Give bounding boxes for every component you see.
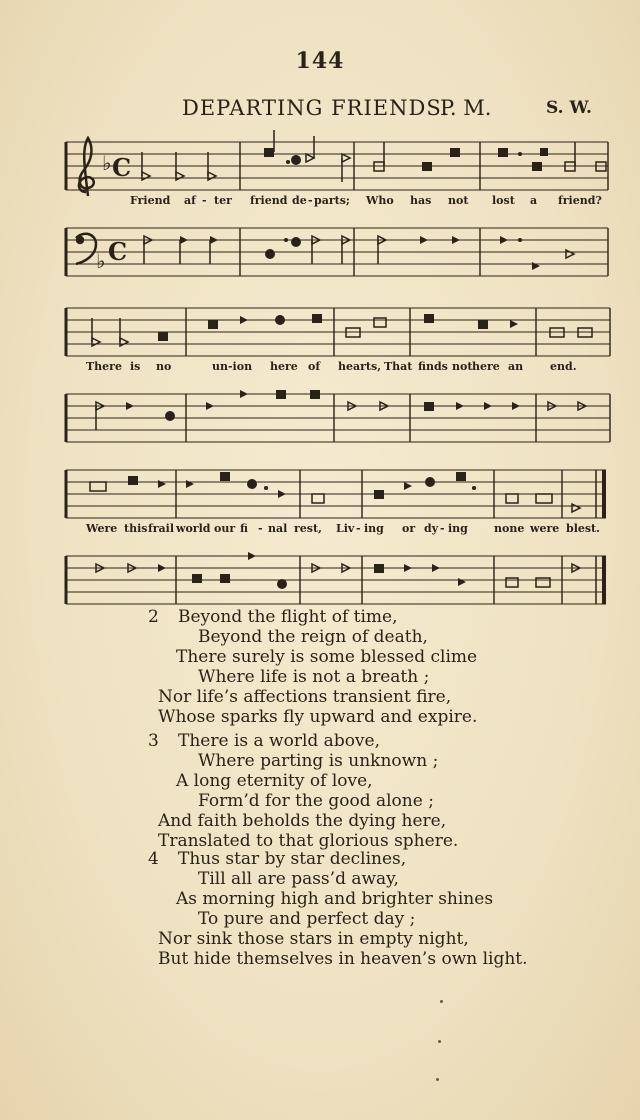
hymn-title: DEPARTING FRIENDS. [182,96,449,120]
lyric-syllable: this [124,522,148,535]
lyric-syllable: here [270,360,298,373]
lyrics-system-2 [0,360,640,380]
lyric-syllable: end. [550,360,577,373]
common-time-icon: C [112,153,132,182]
lyric-syllable: finds [418,360,448,373]
lyric-syllable: Who [366,194,394,207]
verse-line: Where parting is unknown ; [198,751,439,771]
verse-line: As morning high and brighter shines [176,889,494,909]
lyric-syllable: blest. [566,522,600,535]
bass-staff-lines [0,216,640,286]
flat-icon: ♭ [96,249,106,273]
verse-line: There surely is some blessed clime [176,647,478,667]
lyric-syllable: or [402,522,416,535]
verse-line: Nor sink those stars in empty night, [158,929,469,949]
common-time-icon: C [108,237,128,266]
lyric-syllable: friend [250,194,288,207]
lyric-syllable: world [176,522,211,535]
treble-staff-lines [0,296,640,366]
lyric-syllable: none [494,522,525,535]
lyric-syllable: There [86,360,122,373]
hymn-meter: P. M. [440,96,492,120]
lyric-syllable: no [156,360,172,373]
lyrics-system-3 [0,522,640,542]
verse-line: To pure and perfect day ; [198,909,416,929]
lyric-syllable: parts; [314,194,350,207]
verse-line: A long eternity of love, [176,771,373,791]
verse-line: And faith beholds the dying here, [158,811,447,831]
lyric-syllable: a [530,194,538,207]
verse-line: Where life is not a breath ; [198,667,430,687]
lyric-syllable: Liv [336,522,355,535]
verse-line: Translated to that glorious sphere. [158,831,459,851]
verse-line: Beyond the reign of death, [198,627,428,647]
lyric-syllable: here [472,360,500,373]
lyric-syllable: ter [214,194,232,207]
lyric-syllable: dy [424,522,439,535]
hymn-header [0,96,640,126]
lyric-syllable: were [530,522,560,535]
lyric-syllable: - [258,522,263,535]
lyric-syllable: hearts, [338,360,382,373]
page-number: 144 [295,48,345,74]
lyric-syllable: de [292,194,307,207]
flat-icon: ♭ [102,151,112,175]
lyric-syllable: friend? [558,194,602,207]
lyric-syllable: ing [364,522,384,535]
lyric-syllable: has [410,194,432,207]
lyric-syllable: not [448,194,469,207]
lyric-syllable: - [356,522,361,535]
verse-line: Beyond the flight of time, [178,607,398,627]
bass-staff-lines [0,382,640,452]
paper-speck [436,1078,439,1081]
treble-clef-icon [79,138,94,196]
lyric-syllable: Friend [130,194,171,207]
treble-staff [0,458,640,528]
lyric-syllable: of [308,360,321,373]
lyric-syllable: af [184,194,196,207]
lyric-syllable: frail [148,522,175,535]
verse-line: Till all are pass’d away, [198,869,399,889]
lyric-syllable: - [440,522,445,535]
lyric-syllable: ing [448,522,468,535]
lyric-syllable: rest, [294,522,322,535]
lyric-syllable: fi [240,522,248,535]
lyrics-system-1 [0,194,640,214]
lyric-syllable: nal [268,522,288,535]
treble-staff [0,296,640,366]
bass-clef-icon [76,234,96,264]
paper-speck [438,1040,441,1043]
verse-number: 4 [148,849,159,869]
lyric-syllable: is [130,360,141,373]
treble-staff-lines [0,458,640,528]
verse-number: 3 [148,731,159,751]
lyric-syllable: That [384,360,413,373]
bass-staff [0,382,640,452]
lyric-syllable: - [202,194,207,207]
treble-staff-lines [0,130,640,200]
verse-number: 2 [148,607,159,627]
lyric-syllable: Were [86,522,118,535]
lyric-syllable: lost [492,194,515,207]
verse-line: Nor life’s affections transient fire, [158,687,452,707]
bass-staff-lines [0,544,640,614]
hymn-composer: S. W. [546,98,592,118]
verse-line: Whose sparks fly upward and expire. [158,707,478,727]
lyric-syllable: not [452,360,473,373]
treble-staff [0,130,640,200]
lyric-syllable: - [308,194,313,207]
lyric-syllable: an [508,360,524,373]
bass-staff [0,216,640,286]
verse-line: Thus star by star declines, [178,849,407,869]
bass-staff [0,544,640,614]
verse-line: Form’d for the good alone ; [198,791,434,811]
lyric-syllable: our [214,522,236,535]
paper-speck [440,1000,443,1003]
verse-line: There is a world above, [178,731,380,751]
verse-line: But hide themselves in heaven’s own light. [158,949,528,969]
lyric-syllable: un-ion [212,360,253,373]
